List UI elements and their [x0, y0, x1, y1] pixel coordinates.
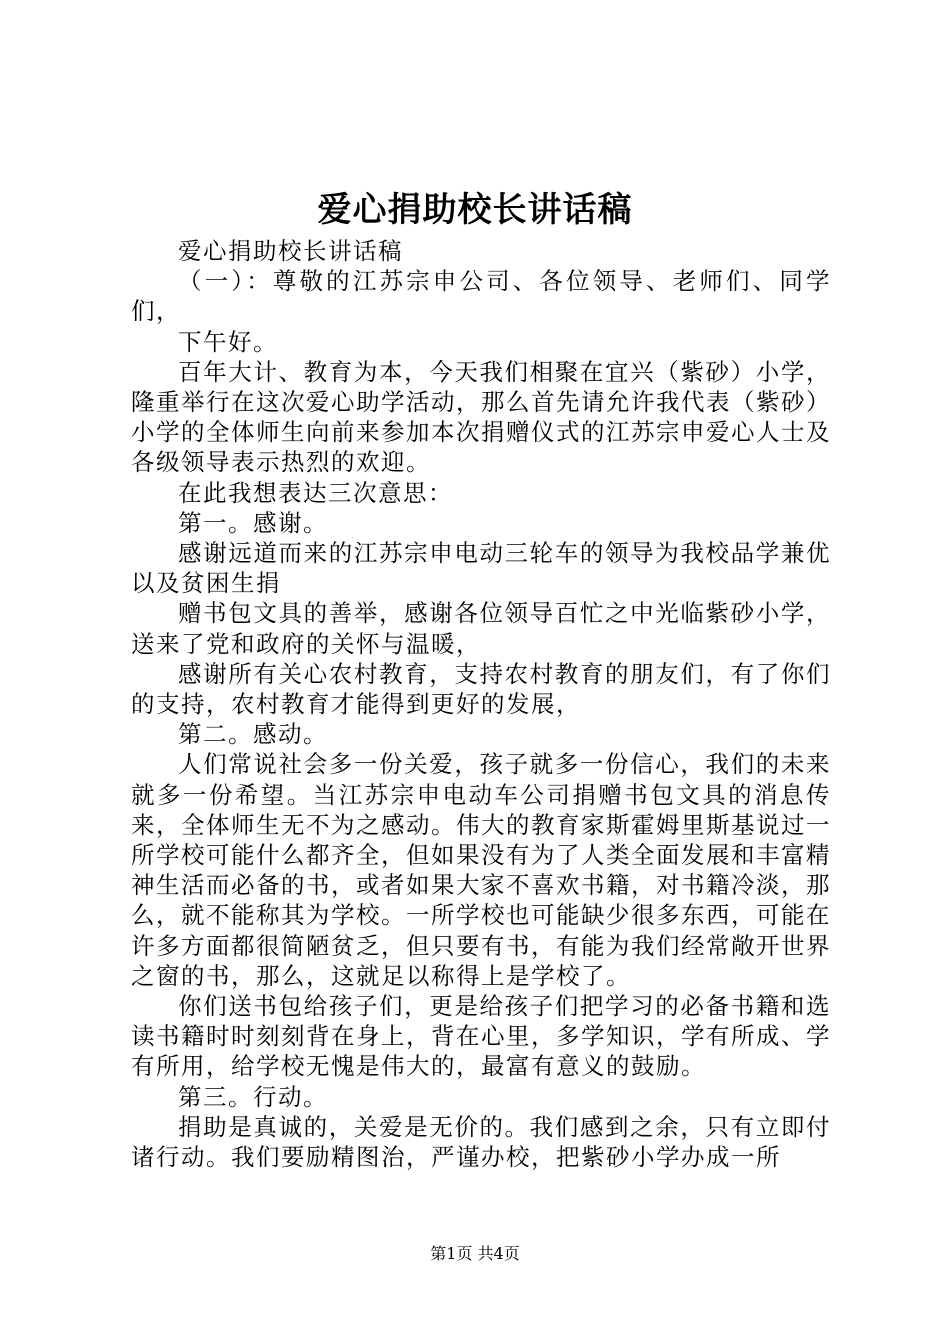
- paragraph-heading-second: 第二。感动。: [178, 720, 328, 749]
- paragraph-action: 捐助是真诚的，关爱是无价的。我们感到之余，只有立即付诸行动。我们要励精图治，严谨办校，把紫砂小学办成一所: [131, 1112, 831, 1172]
- paragraph-salutation: （一）：尊敬的江苏宗申公司、各位领导、老师们、同学们，: [131, 267, 831, 326]
- paragraph-heading-third: 第三。行动。: [178, 1082, 328, 1111]
- document-title: 爱心捐助校长讲话稿: [317, 190, 633, 230]
- paragraph-thanks-1: 感谢远道而来的江苏宗申电动三轮车的领导为我校品学兼优以及贫困生捐: [131, 539, 831, 598]
- paragraph-thanks-3: 感谢所有关心农村教育，支持农村教育的朋友们，有了你们的支持，农村教育才能得到更好的发展，: [131, 659, 831, 719]
- paragraph-subtitle: 爱心捐助校长讲话稿: [178, 237, 403, 265]
- paragraph-schoolbags: 你们送书包给孩子们，更是给孩子们把学习的必备书籍和选读书籍时时刻刻背在身上，背在心里，多学知识，学有所成、学有所用，给学校无愧是伟大的，最富有意义的鼓励。: [131, 992, 831, 1081]
- paragraph-greeting: 下午好。: [178, 327, 278, 356]
- paragraph-intro-three-points: 在此我想表达三次意思：: [178, 478, 453, 507]
- document-body: [131, 236, 831, 1172]
- page-number-footer: 第1页 共4页: [430, 1244, 520, 1263]
- paragraph-welcome: 百年大计、教育为本，今天我们相聚在宜兴（紫砂）小学，隆重举行在这次爱心助学活动，那么首先请允许我代表（紫砂）小学的全体师生向前来参加本次捐赠仪式的江苏宗申爱心人士及各级领导表示热烈的欢迎。: [131, 357, 831, 477]
- paragraph-moved: 人们常说社会多一份关爱，孩子就多一份信心，我们的未来就多一份希望。当江苏宗申电动车公司捐赠书包文具的消息传来，全体师生无不为之感动。伟大的教育家斯霍姆里斯基说过一所学校可能什么都齐全，但如果没有为了人类全面发展和丰富精神生活而必备的书，或者如果大家不喜欢书籍，对书籍冷淡，那么，就不能称其为学校。一所学校也可能缺少很多东西，可能在许多方面都很简陋贫乏，但只要有书，有能为我们经常敞开世界之窗的书，那么，这就足以称得上是学校了。: [131, 750, 831, 990]
- paragraph-heading-first: 第一。感谢。: [178, 508, 328, 537]
- paragraph-thanks-2: 赠书包文具的善举，感谢各位领导百忙之中光临紫砂小学，送来了党和政府的关怀与温暖，: [131, 599, 831, 658]
